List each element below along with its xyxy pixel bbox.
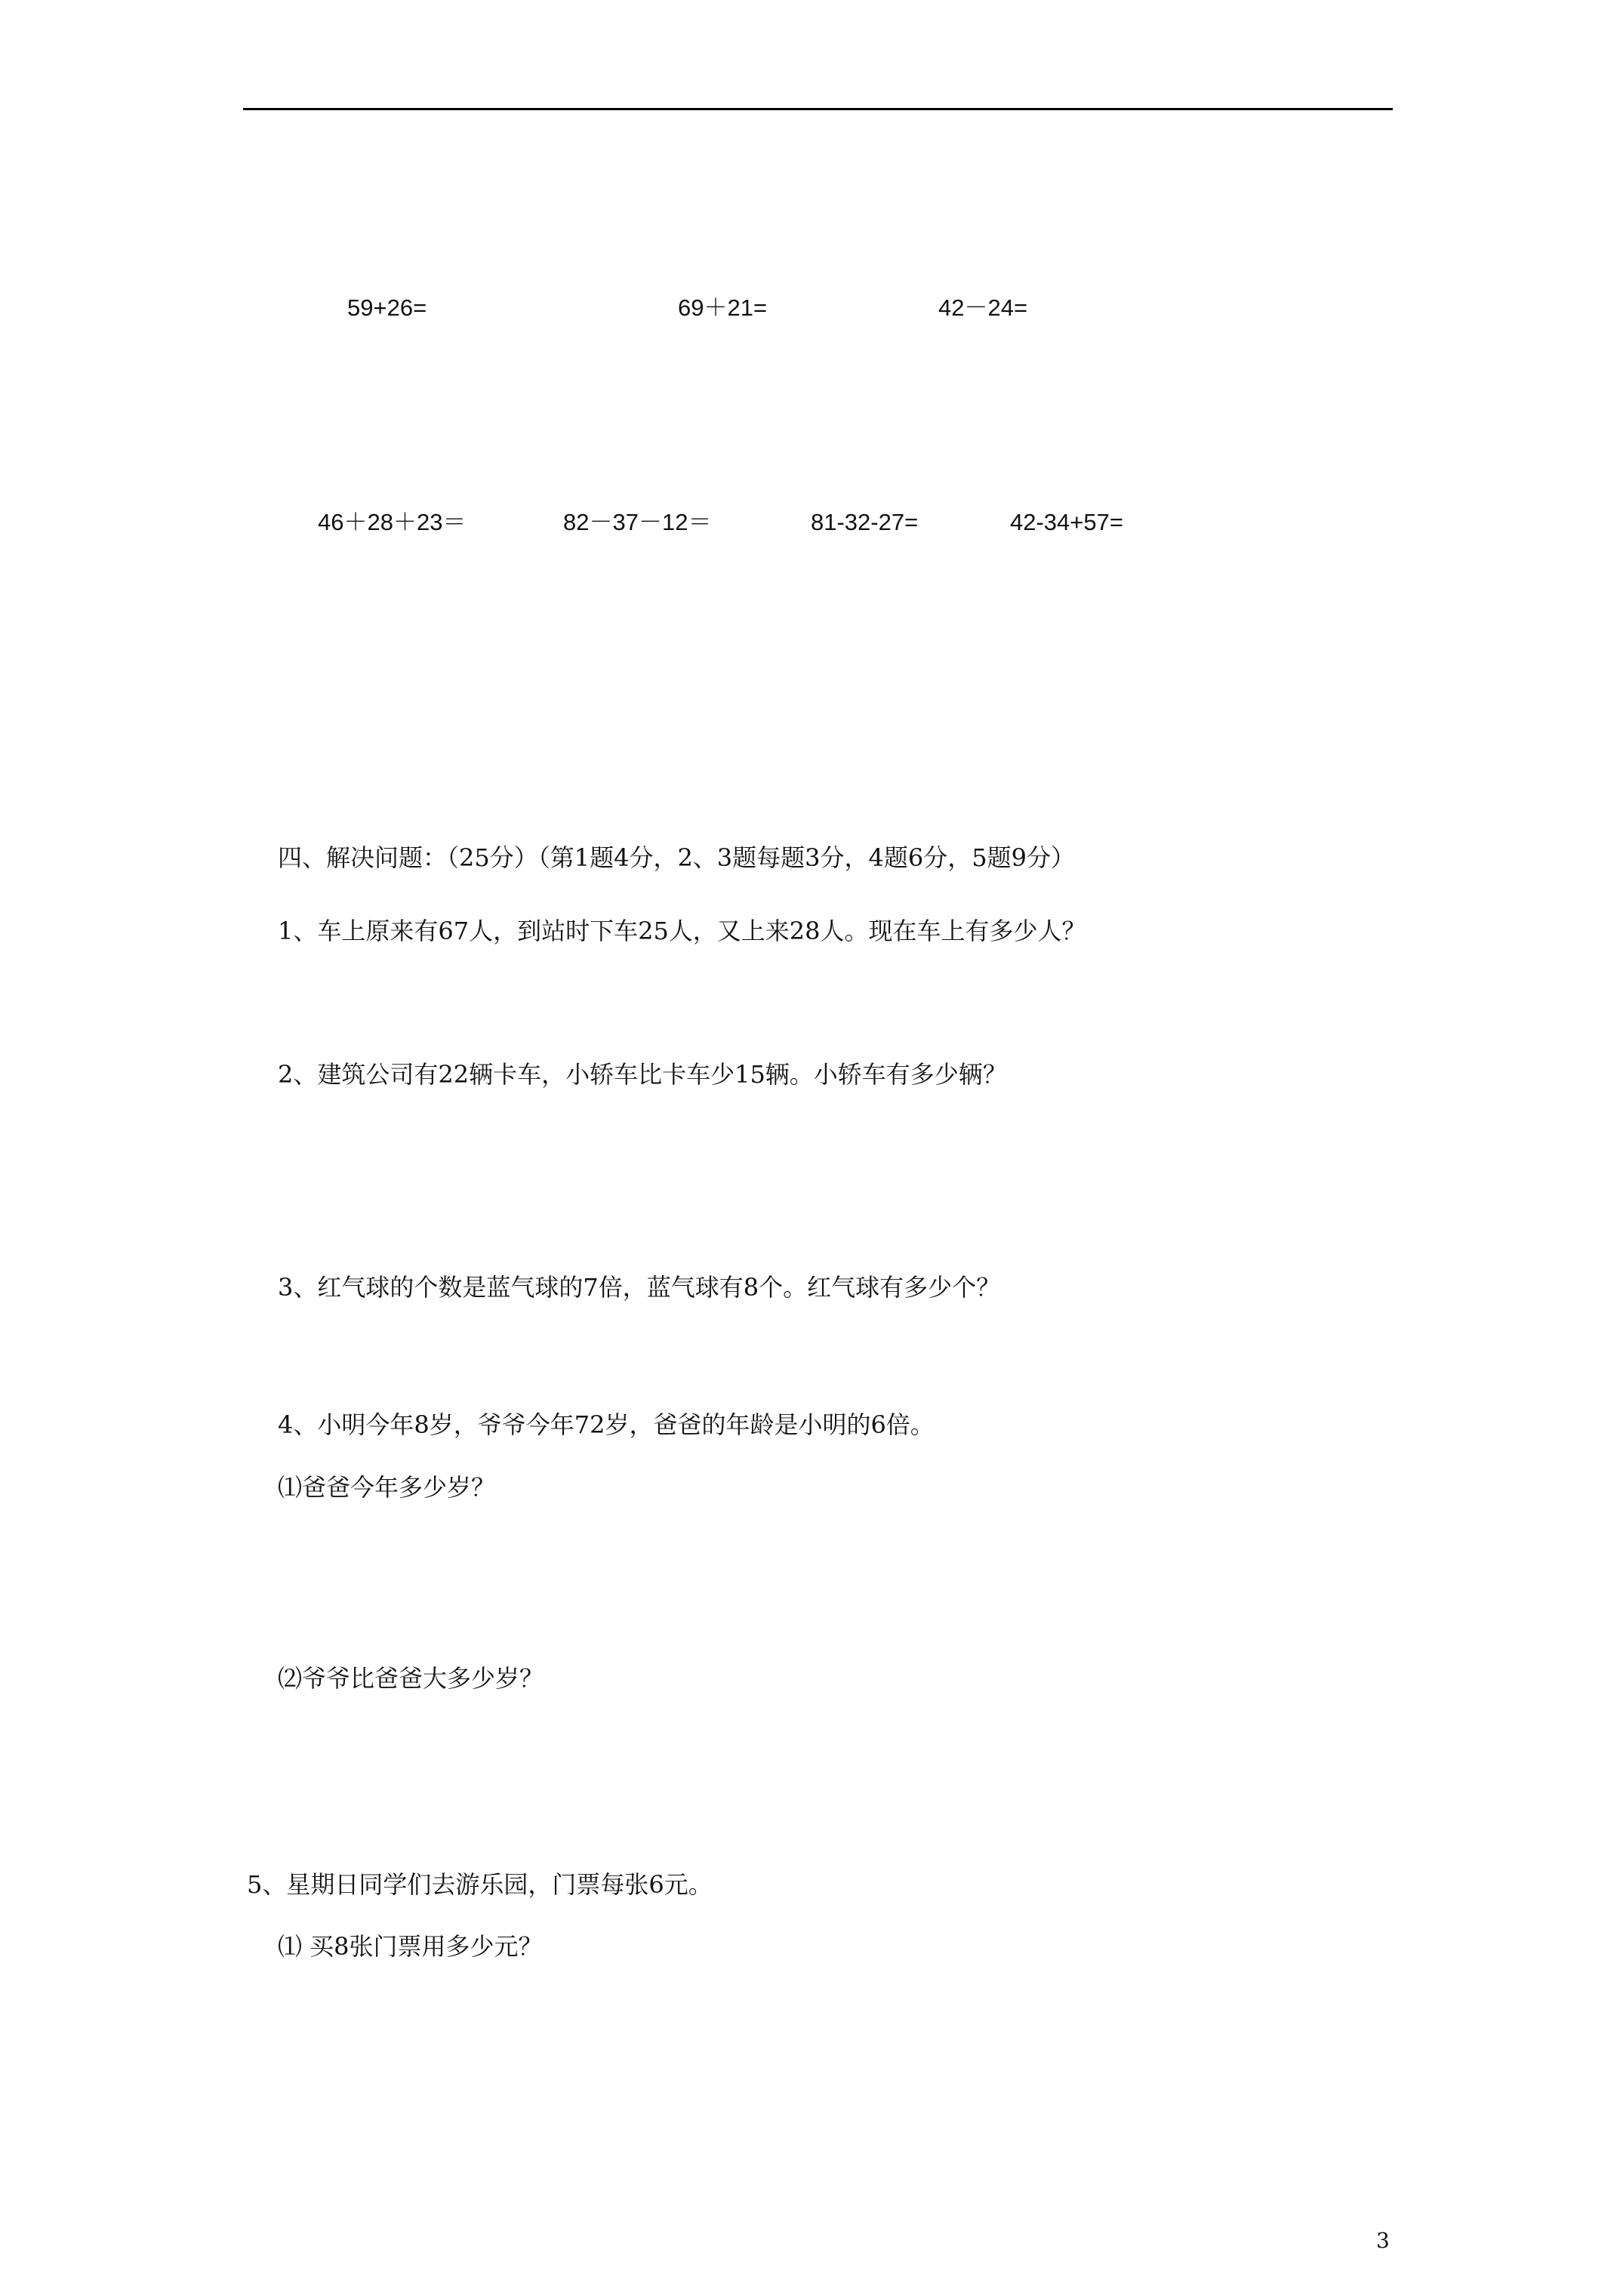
- calc-expression: 42－24=: [938, 294, 1028, 321]
- section-title: 四、解决问题：（25分）（第1题4分，2、3题每题3分，4题6分，5题9分）: [278, 843, 1075, 872]
- page-number: 3: [1376, 2228, 1390, 2253]
- calc-expression: 46＋28＋23＝: [318, 509, 467, 535]
- calc-expression: 81-32-27=: [811, 509, 919, 535]
- question-5: 5、星期日同学们去游乐园，门票每张6元。: [247, 1870, 713, 1899]
- calc-expression: 42-34+57=: [1010, 509, 1123, 535]
- question-3: 3、红气球的个数是蓝气球的7倍，蓝气球有8个。红气球有多少个？: [278, 1273, 1001, 1302]
- question-1: 1、车上原来有67人，到站时下车25人，又上来28人。现在车上有多少人？: [278, 917, 1086, 945]
- question-4: 4、小明今年8岁，爷爷今年72岁，爸爸的年龄是小明的6倍。: [278, 1410, 935, 1439]
- question-5-part-1: ⑴ 买8张门票用多少元？: [278, 1932, 543, 1961]
- calc-expression: 82－37－12＝: [563, 509, 712, 535]
- question-2: 2、建筑公司有22辆卡车，小轿车比卡车少15辆。小轿车有多少辆？: [278, 1060, 1007, 1089]
- question-4-part-2: ⑵爷爷比爸爸大多少岁？: [278, 1664, 544, 1693]
- calc-expression: 69＋21=: [678, 294, 768, 321]
- question-4-part-1: ⑴爸爸今年多少岁？: [278, 1473, 496, 1502]
- calc-expression: 59+26=: [347, 294, 427, 321]
- header-rule: [243, 108, 1393, 110]
